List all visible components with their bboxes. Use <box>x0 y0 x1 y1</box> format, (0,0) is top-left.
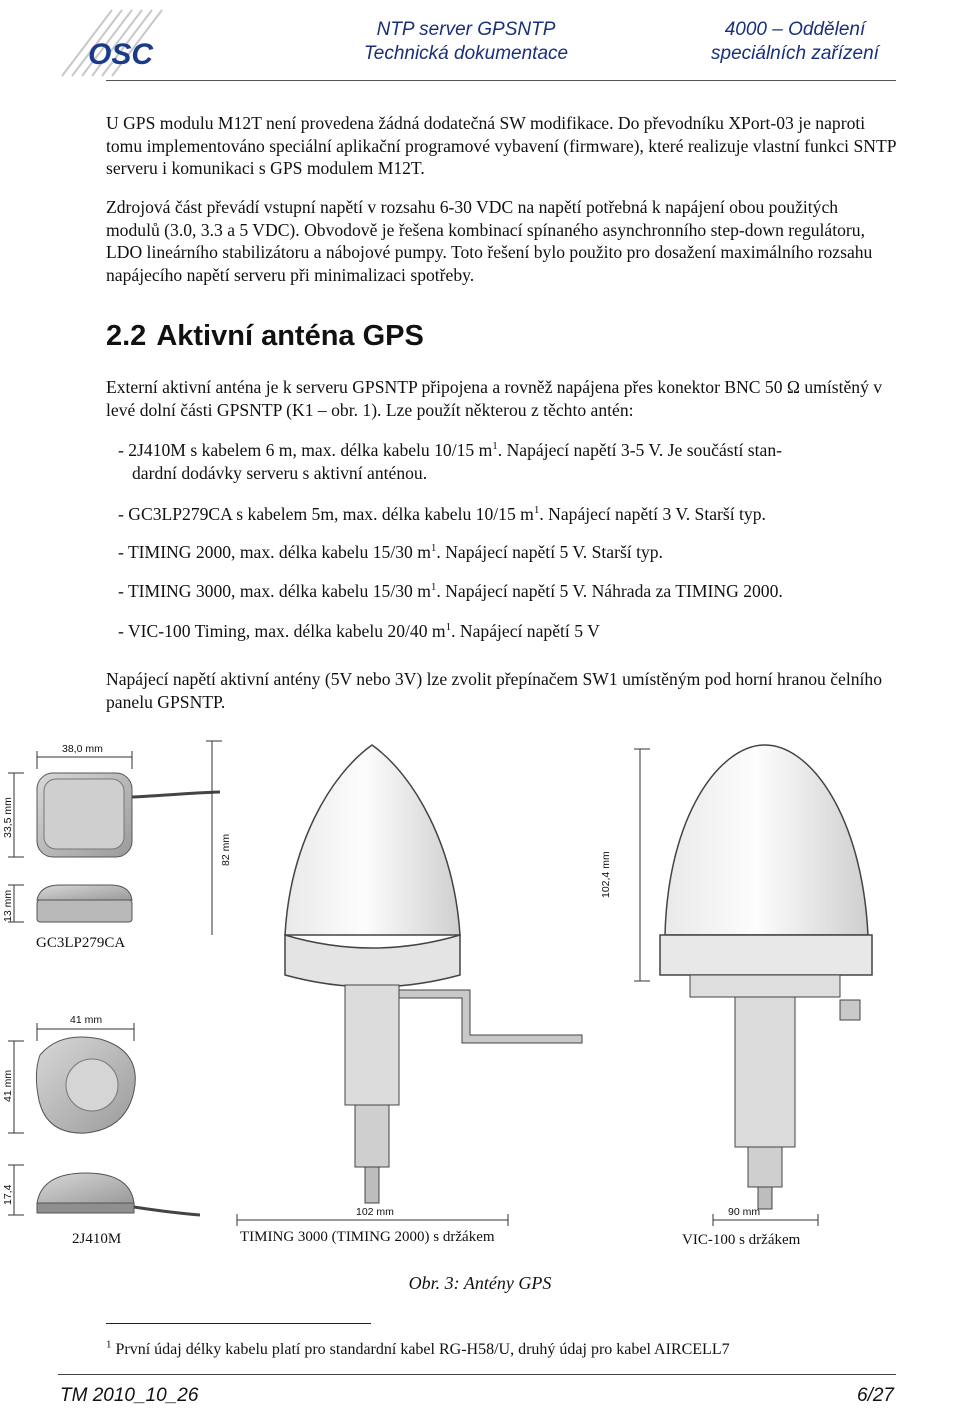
footnote-ref: 1 <box>430 542 437 555</box>
footnote <box>106 1340 730 1360</box>
footnote-ref: 1 <box>430 581 437 594</box>
dim-82: 82 mm <box>220 833 232 866</box>
list-item <box>118 620 908 643</box>
footnote-ref: 1 <box>533 504 540 517</box>
header-divider <box>106 80 896 81</box>
list-item-text: - TIMING 2000, max. délka kabelu 15/30 m <box>118 542 431 562</box>
footnote-ref: 1 <box>492 440 498 453</box>
dim-33-5: 33,5 mm <box>2 797 14 838</box>
dim-102-4: 102,4 mm <box>600 851 612 898</box>
dim-38: 38,0 mm <box>62 743 103 755</box>
list-item-continuation: dardní dodávky serveru s aktivní anténou. <box>132 462 428 483</box>
2j410m-drawing <box>8 1023 200 1215</box>
list-item <box>118 541 908 564</box>
doc-title <box>346 18 586 66</box>
footnote-text: První údaj délky kabelu platí pro standardní kabel RG-H58/U, druhý údaj pro kabel AIRCELL7 <box>115 1341 730 1358</box>
list-item-rest: . Napájecí napětí 5 V. Náhrada za TIMING 2000. <box>436 581 783 601</box>
label-timing: TIMING 3000 (TIMING 2000) s držákem <box>240 1229 495 1245</box>
list-item-text: - TIMING 3000, max. délka kabelu 15/30 m <box>118 581 431 601</box>
section-title: Aktivní anténa GPS <box>156 320 424 352</box>
section-paragraph-1: Externí aktivní anténa je k serveru GPSNTP připojena a rovněž napájena přes konektor BNC 50 Ω umístěný v levé dolní části GPSNTP (K1 – obr. 1). Lze použít některou z těchto antén: <box>106 377 883 420</box>
list-item-rest: . Napájecí napětí 5 V. Starší typ. <box>436 542 663 562</box>
department <box>700 18 890 66</box>
list-item-rest: . Napájecí napětí 5 V <box>451 621 600 641</box>
list-item <box>118 580 908 603</box>
logo-text: OSC <box>88 38 154 71</box>
footnote-ref: 1 <box>445 621 452 634</box>
title-line-1: NTP server GPSNTP <box>376 19 556 40</box>
document-id: TM 2010_10_26 <box>60 1385 199 1406</box>
dim-102: 102 mm <box>356 1206 394 1218</box>
list-item <box>118 439 908 484</box>
label-vic-100: VIC-100 s držákem <box>682 1232 801 1248</box>
section-number: 2.2 <box>106 320 147 352</box>
footnote-divider <box>106 1323 371 1324</box>
list-item <box>118 503 908 526</box>
list-item-rest: . Napájecí napětí 3 V. Starší typ. <box>539 504 766 524</box>
dim-41-horizontal: 41 mm <box>70 1014 103 1026</box>
section-heading <box>106 318 424 354</box>
vic-100-drawing <box>634 745 872 1226</box>
dim-41-vertical: 41 mm <box>2 1069 14 1102</box>
dim-13: 13 mm <box>2 889 14 922</box>
dept-line-1: 4000 – Oddělení <box>724 19 866 40</box>
footer-divider <box>58 1374 896 1375</box>
title-line-2: Technická dokumentace <box>363 43 569 64</box>
list-item-text: - GC3LP279CA s kabelem 5m, max. délka kabelu 10/15 m <box>118 504 534 524</box>
osc-logo <box>52 6 172 78</box>
antenna-figure <box>0 735 960 1265</box>
label-gc3lp279ca: GC3LP279CA <box>36 935 126 951</box>
footnote-mark: 1 <box>106 1338 112 1351</box>
gc3lp279ca-drawing <box>8 751 220 922</box>
dim-90: 90 mm <box>728 1206 761 1218</box>
label-2j410m: 2J410M <box>72 1231 122 1247</box>
list-item-text: - 2J410M s kabelem 6 m, max. délka kabelu 10/15 m <box>118 440 493 460</box>
page-number: 6/27 <box>857 1385 894 1406</box>
list-item-rest: . Napájecí napětí 3-5 V. Je součástí stan- <box>497 440 782 460</box>
dept-line-2: speciálních zařízení <box>711 43 879 64</box>
intro-paragraph-2: Zdrojová část převádí vstupní napětí v rozsahu 6-30 VDC na napětí potřebná k napájení obou použitých modulů (3.0, 3.3 a 5 VDC). Obvodově je řešena kombinací spínaného asynchronního step-down regulátoru, LDO lineárního stabilizátoru a nábojové pumpy. Toto řešení bylo použito pro dosažení maximálního rozsahu napájecího napětí serveru při minimalizaci spotřeby. <box>106 197 873 285</box>
section-paragraph-2: Napájecí napětí aktivní antény (5V nebo 3V) lze zvolit přepínačem SW1 umístěným pod horní hranou čelního panelu GPSNTP. <box>106 669 883 712</box>
figure-caption: Obr. 3: Antény GPS <box>408 1273 552 1293</box>
list-item-text: - VIC-100 Timing, max. délka kabelu 20/40 m <box>118 621 446 641</box>
dim-17-4: 17,4 <box>2 1184 14 1205</box>
intro-paragraph-1: U GPS modulu M12T není provedena žádná dodatečná SW modifikace. Do převodníku XPort-03 je naproti tomu implementováno speciální aplikační programové vybavení (firmware), které realizuje vlastní funkci SNTP serveru i komunikaci s GPS modulem M12T. <box>106 113 896 178</box>
timing-3000-drawing <box>206 741 582 1226</box>
